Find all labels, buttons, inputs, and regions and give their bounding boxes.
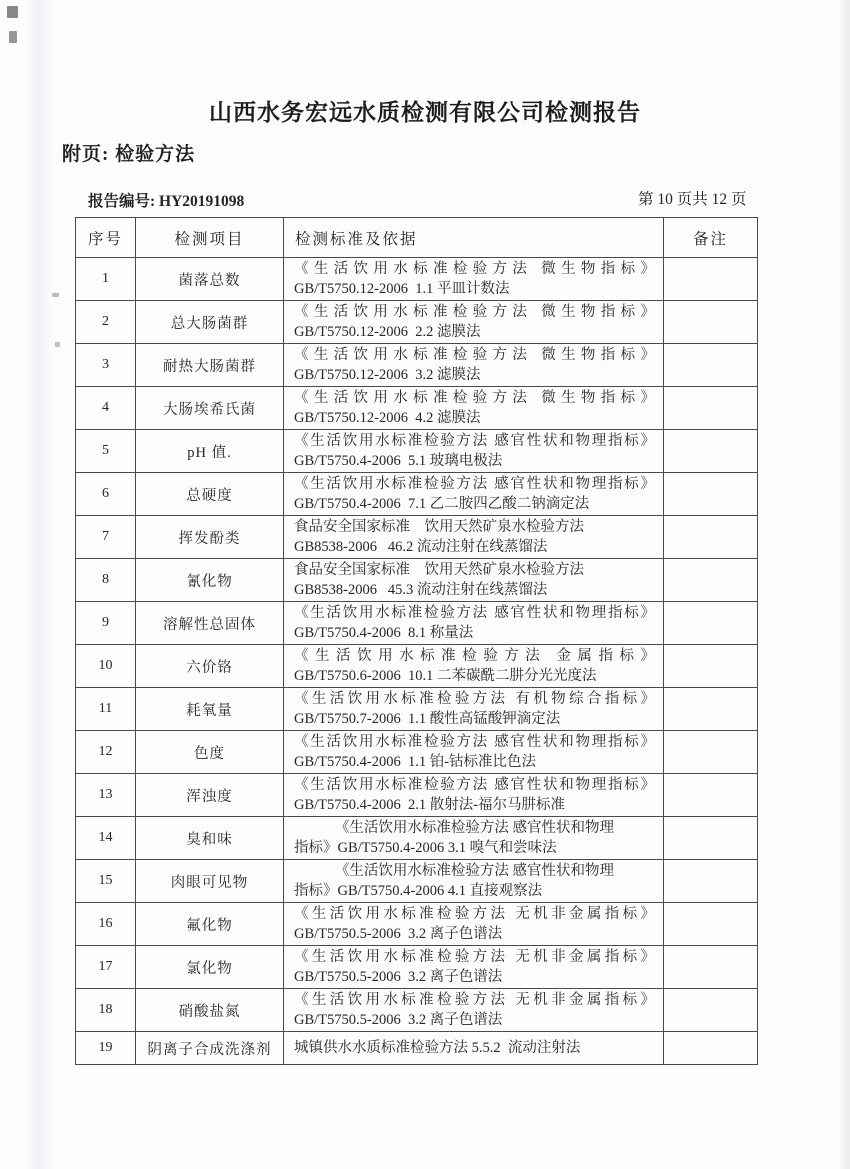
row-number-cell: 14 xyxy=(76,817,136,860)
standard-line-1: 城镇供水水质标准检验方法 5.5.2 流动注射法 xyxy=(294,1040,581,1056)
standard-cell xyxy=(284,1032,664,1065)
remark-cell xyxy=(664,860,758,903)
row-number-cell: 6 xyxy=(76,473,136,516)
remark-cell xyxy=(664,387,758,430)
remark-cell xyxy=(664,688,758,731)
standard-line-1: 《生活饮用水标准检验方法 感官性状和物理指标》 xyxy=(294,433,655,449)
table-header-row xyxy=(76,218,758,258)
standard-line-2: GB/T5750.12-2006 1.1 平皿计数法 xyxy=(294,281,510,297)
standard-cell xyxy=(284,430,664,473)
table-row xyxy=(76,258,758,301)
standard-line-2: GB/T5750.4-2006 5.1 玻璃电极法 xyxy=(294,453,503,469)
table-row xyxy=(76,731,758,774)
standard-cell xyxy=(284,903,664,946)
test-item-cell: 六价铬 xyxy=(136,645,284,688)
test-item-cell: 菌落总数 xyxy=(136,258,284,301)
test-item-cell: 臭和味 xyxy=(136,817,284,860)
standard-cell xyxy=(284,731,664,774)
standard-line-2: GB/T5750.5-2006 3.2 离子色谱法 xyxy=(294,969,503,985)
test-item-cell: 耗氧量 xyxy=(136,688,284,731)
standard-cell xyxy=(284,258,664,301)
remark-cell xyxy=(664,774,758,817)
scan-artifact xyxy=(55,342,60,347)
standard-line-2: GB/T5750.4-2006 8.1 称量法 xyxy=(294,625,474,641)
standard-cell xyxy=(284,344,664,387)
standard-cell xyxy=(284,946,664,989)
test-item-cell: 溶解性总固体 xyxy=(136,602,284,645)
header-remark: 备注 xyxy=(664,218,758,258)
row-number-cell: 4 xyxy=(76,387,136,430)
table-row xyxy=(76,344,758,387)
standard-cell xyxy=(284,301,664,344)
table-row xyxy=(76,387,758,430)
standard-cell xyxy=(284,516,664,559)
standard-cell xyxy=(284,817,664,860)
standard-line-1: 《生活饮用水标准检验方法 微生物指标》 xyxy=(294,347,655,363)
report-number: 报告编号: HY20191098 xyxy=(88,193,245,210)
standard-line-1: 《生活饮用水标准检验方法 微生物指标》 xyxy=(294,390,655,406)
standard-line-1: 《生活饮用水标准检验方法 感官性状和物理指标》 xyxy=(294,605,655,621)
standard-line-1: 《生活饮用水标准检验方法 无机非金属指标》 xyxy=(294,949,655,965)
remark-cell xyxy=(664,731,758,774)
table-row xyxy=(76,473,758,516)
test-item-cell: 肉眼可见物 xyxy=(136,860,284,903)
remark-cell xyxy=(664,645,758,688)
test-methods-table xyxy=(75,217,758,1065)
standard-line-2: GB/T5750.12-2006 3.2 滤膜法 xyxy=(294,367,481,383)
methods-table-body xyxy=(76,258,758,1065)
scan-shadow-left xyxy=(26,0,52,1169)
row-number-cell: 17 xyxy=(76,946,136,989)
table-row xyxy=(76,688,758,731)
standard-line-1: 《生活饮用水标准检验方法 感官性状和物理 xyxy=(334,820,615,836)
remark-cell xyxy=(664,1032,758,1065)
remark-cell xyxy=(664,903,758,946)
row-number-cell: 1 xyxy=(76,258,136,301)
table-row xyxy=(76,946,758,989)
row-number-cell: 2 xyxy=(76,301,136,344)
standard-cell xyxy=(284,387,664,430)
row-number-cell: 9 xyxy=(76,602,136,645)
standard-line-2: GB/T5750.5-2006 3.2 离子色谱法 xyxy=(294,1012,503,1028)
standard-line-2: GB/T5750.12-2006 4.2 滤膜法 xyxy=(294,410,481,426)
standard-line-2: GB/T5750.4-2006 7.1 乙二胺四乙酸二钠滴定法 xyxy=(294,496,590,512)
standard-line-1: 《生活饮用水标准检验方法 金属指标》 xyxy=(294,648,655,664)
standard-line-2: GB/T5750.12-2006 2.2 滤膜法 xyxy=(294,324,481,340)
table-row xyxy=(76,903,758,946)
header-standard: 检测标准及依据 xyxy=(284,218,664,258)
standard-line-2: 指标》GB/T5750.4-2006 3.1 嗅气和尝味法 xyxy=(294,840,557,856)
table-row xyxy=(76,516,758,559)
table-row xyxy=(76,774,758,817)
test-item-cell: pH 值. xyxy=(136,430,284,473)
scan-shadow-right xyxy=(838,0,850,1169)
appendix-subtitle: 附页: 检验方法 xyxy=(62,144,196,165)
table-row xyxy=(76,989,758,1032)
standard-cell xyxy=(284,473,664,516)
test-item-cell: 氰化物 xyxy=(136,559,284,602)
row-number-cell: 3 xyxy=(76,344,136,387)
standard-line-1: 《生活饮用水标准检验方法 有机物综合指标》 xyxy=(294,691,655,707)
row-number-cell: 5 xyxy=(76,430,136,473)
standard-line-1: 食品安全国家标准 饮用天然矿泉水检验方法 xyxy=(294,562,584,578)
remark-cell xyxy=(664,344,758,387)
test-item-cell: 浑浊度 xyxy=(136,774,284,817)
row-number-cell: 10 xyxy=(76,645,136,688)
table-row xyxy=(76,559,758,602)
test-item-cell: 色度 xyxy=(136,731,284,774)
remark-cell xyxy=(664,817,758,860)
test-item-cell: 大肠埃希氏菌 xyxy=(136,387,284,430)
remark-cell xyxy=(664,516,758,559)
standard-cell xyxy=(284,860,664,903)
table-row xyxy=(76,1032,758,1065)
standard-line-1: 食品安全国家标准 饮用天然矿泉水检验方法 xyxy=(294,519,584,535)
standard-line-2: GB/T5750.7-2006 1.1 酸性高锰酸钾滴定法 xyxy=(294,711,561,727)
standard-cell xyxy=(284,688,664,731)
standard-line-1: 《生活饮用水标准检验方法 感官性状和物理 xyxy=(334,863,615,879)
header-serial-number: 序号 xyxy=(76,218,136,258)
page-indicator: 第 10 页共 12 页 xyxy=(638,191,747,208)
table-row xyxy=(76,860,758,903)
remark-cell xyxy=(664,301,758,344)
remark-cell xyxy=(664,430,758,473)
row-number-cell: 11 xyxy=(76,688,136,731)
row-number-cell: 15 xyxy=(76,860,136,903)
standard-line-2: GB/T5750.4-2006 2.1 散射法-福尔马肼标准 xyxy=(294,797,566,813)
table-row xyxy=(76,817,758,860)
standard-line-2: GB/T5750.6-2006 10.1 二苯碳酰二肼分光光度法 xyxy=(294,668,597,684)
row-number-cell: 13 xyxy=(76,774,136,817)
standard-cell xyxy=(284,645,664,688)
standard-line-2: GB/T5750.4-2006 1.1 铂-钴标准比色法 xyxy=(294,754,537,770)
page-title: 山西水务宏远水质检测有限公司检测报告 xyxy=(209,100,641,125)
test-item-cell: 硝酸盐氮 xyxy=(136,989,284,1032)
standard-line-1: 《生活饮用水标准检验方法 微生物指标》 xyxy=(294,304,655,320)
table-row xyxy=(76,301,758,344)
table-row xyxy=(76,602,758,645)
test-item-cell: 挥发酚类 xyxy=(136,516,284,559)
table-row xyxy=(76,430,758,473)
standard-cell xyxy=(284,774,664,817)
row-number-cell: 19 xyxy=(76,1032,136,1065)
scan-artifact xyxy=(7,6,18,18)
standard-line-1: 《生活饮用水标准检验方法 无机非金属指标》 xyxy=(294,992,655,1008)
test-item-cell: 氟化物 xyxy=(136,903,284,946)
remark-cell xyxy=(664,602,758,645)
standard-line-1: 《生活饮用水标准检验方法 感官性状和物理指标》 xyxy=(294,734,655,750)
row-number-cell: 7 xyxy=(76,516,136,559)
row-number-cell: 8 xyxy=(76,559,136,602)
standard-cell xyxy=(284,989,664,1032)
test-item-cell: 氯化物 xyxy=(136,946,284,989)
test-item-cell: 总大肠菌群 xyxy=(136,301,284,344)
test-item-cell: 耐热大肠菌群 xyxy=(136,344,284,387)
standard-line-2: GB8538-2006 45.3 流动注射在线蒸馏法 xyxy=(294,582,548,598)
standard-line-1: 《生活饮用水标准检验方法 感官性状和物理指标》 xyxy=(294,777,655,793)
standard-line-1: 《生活饮用水标准检验方法 微生物指标》 xyxy=(294,261,655,277)
scan-artifact xyxy=(52,293,59,297)
remark-cell xyxy=(664,559,758,602)
row-number-cell: 18 xyxy=(76,989,136,1032)
row-number-cell: 12 xyxy=(76,731,136,774)
standard-cell xyxy=(284,559,664,602)
table-row xyxy=(76,645,758,688)
standard-line-1: 《生活饮用水标准检验方法 无机非金属指标》 xyxy=(294,906,655,922)
test-item-cell: 阴离子合成洗涤剂 xyxy=(136,1032,284,1065)
remark-cell xyxy=(664,473,758,516)
standard-line-2: GB/T5750.5-2006 3.2 离子色谱法 xyxy=(294,926,503,942)
remark-cell xyxy=(664,258,758,301)
scan-artifact xyxy=(9,31,17,43)
row-number-cell: 16 xyxy=(76,903,136,946)
test-item-cell: 总硬度 xyxy=(136,473,284,516)
header-test-item: 检测项目 xyxy=(136,218,284,258)
remark-cell xyxy=(664,946,758,989)
standard-line-1: 《生活饮用水标准检验方法 感官性状和物理指标》 xyxy=(294,476,655,492)
standard-line-2: GB8538-2006 46.2 流动注射在线蒸馏法 xyxy=(294,539,548,555)
standard-cell xyxy=(284,602,664,645)
standard-line-2: 指标》GB/T5750.4-2006 4.1 直接观察法 xyxy=(294,883,543,899)
remark-cell xyxy=(664,989,758,1032)
